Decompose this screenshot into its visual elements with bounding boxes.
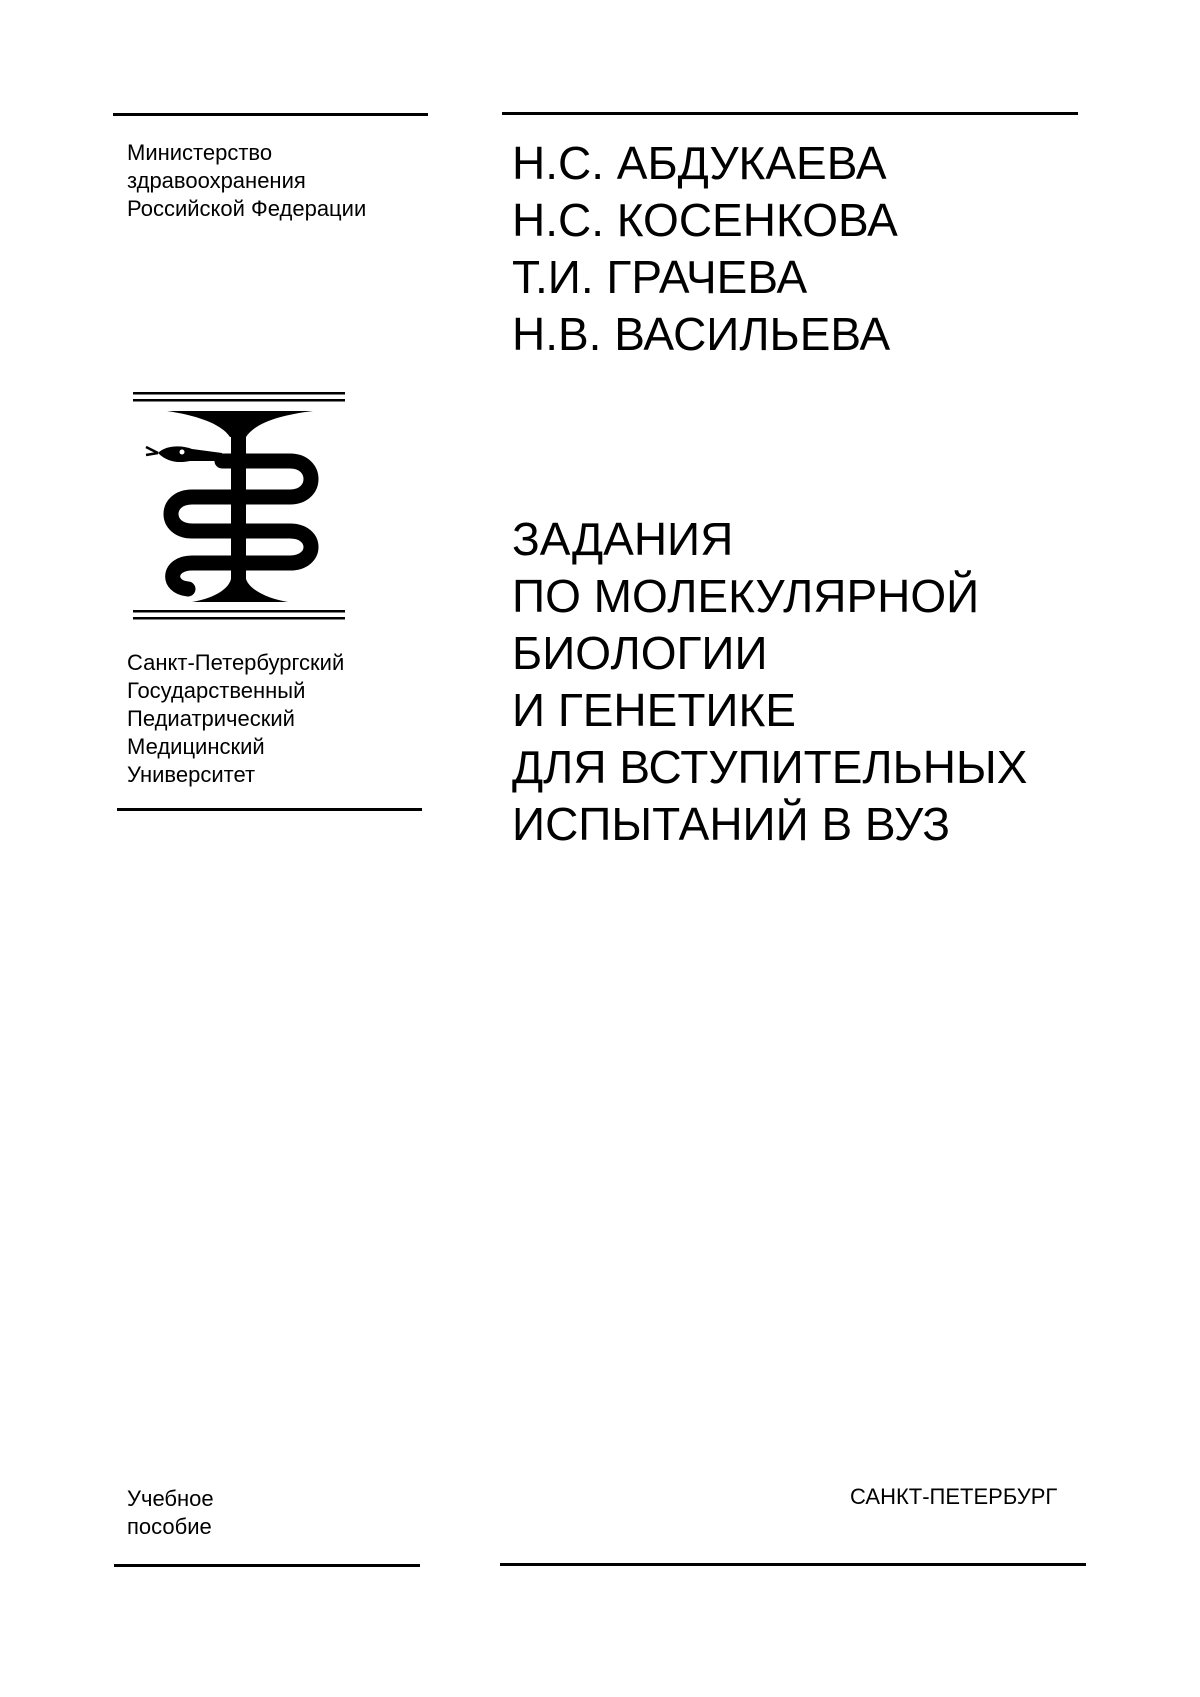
- ministry-line: Российской Федерации: [127, 196, 367, 221]
- author-name: Н.С. КОСЕНКОВА: [512, 194, 898, 246]
- university-block: [127, 649, 344, 789]
- university-line: Педиатрический: [127, 706, 295, 731]
- university-line: Санкт-Петербургский: [127, 650, 345, 675]
- university-line: Государственный: [127, 678, 306, 703]
- city-name: САНКТ-ПЕТЕРБУРГ: [850, 1484, 1058, 1509]
- university-rule: [117, 808, 422, 811]
- author-name: Т.И. ГРАЧЕВА: [512, 251, 808, 303]
- publication-type-line: пособие: [127, 1514, 212, 1539]
- publication-type-line: Учебное: [127, 1486, 214, 1511]
- authors-list: [512, 135, 898, 363]
- author-name: Н.В. ВАСИЛЬЕВА: [512, 308, 891, 360]
- bottom-left-rule: [114, 1564, 420, 1567]
- ministry-line: здравоохранения: [127, 168, 306, 193]
- title-line: ПО МОЛЕКУЛЯРНОЙ: [512, 570, 980, 622]
- title-line: БИОЛОГИИ: [512, 627, 768, 679]
- top-left-rule: [113, 113, 428, 116]
- university-line: Медицинский: [127, 734, 265, 759]
- university-line: Университет: [127, 762, 256, 787]
- serpent-staff-logo-icon: [130, 389, 352, 625]
- author-name: Н.С. АБДУКАЕВА: [512, 137, 887, 189]
- title-line: ДЛЯ ВСТУПИТЕЛЬНЫХ: [512, 741, 1028, 793]
- top-right-rule: [502, 112, 1078, 115]
- ministry-line: Министерство: [127, 140, 273, 165]
- title-line: ИСПЫТАНИЙ В ВУЗ: [512, 798, 951, 850]
- publication-type: [127, 1485, 214, 1541]
- book-title: [512, 511, 1027, 853]
- ministry-block: [127, 139, 366, 223]
- title-line: ЗАДАНИЯ: [512, 513, 734, 565]
- title-line: И ГЕНЕТИКЕ: [512, 684, 796, 736]
- bottom-right-rule: [500, 1563, 1086, 1566]
